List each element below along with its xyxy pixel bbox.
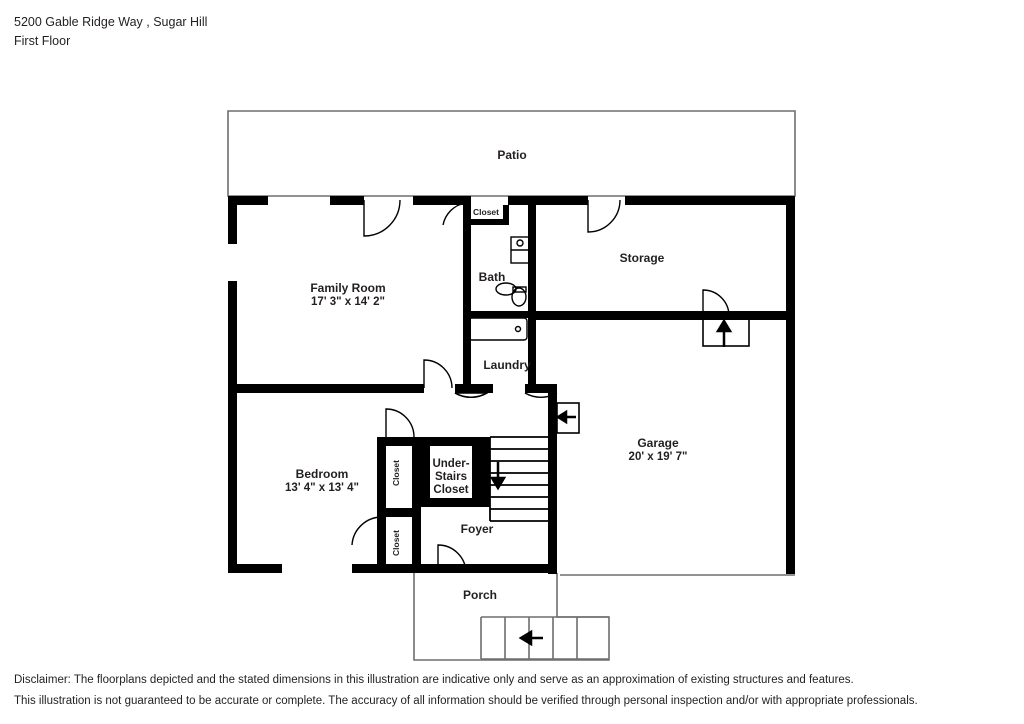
- family-room-dimensions: 17' 3" x 14' 2": [311, 296, 385, 308]
- room-label-foyer: Foyer: [460, 522, 494, 536]
- room-label-closet-lower: Closet: [391, 530, 401, 556]
- room-label-bedroom: [242, 467, 402, 495]
- room-label-laundry: Laundry: [483, 358, 531, 372]
- property-address: 5200 Gable Ridge Way , Sugar Hill: [14, 15, 208, 29]
- disclaimer-line-2: This illustration is not guaranteed to be accurate or complete. The accuracy of all information should be verified through personal inspection and/or with appropriate professionals.: [14, 695, 918, 707]
- family-room-name: Family Room: [310, 281, 386, 295]
- under-stairs-line1: Under-: [432, 458, 470, 470]
- room-label-under-stairs-closet: [411, 458, 491, 497]
- bedroom-name: Bedroom: [295, 467, 349, 481]
- disclaimer: [14, 670, 918, 712]
- floor-name: First Floor: [14, 34, 71, 48]
- room-label-porch: Porch: [462, 588, 497, 602]
- room-label-bath: Bath: [478, 270, 506, 284]
- garage-name: Garage: [637, 436, 679, 450]
- room-label-family-room: [248, 281, 448, 309]
- garage-dimensions: 20' x 19' 7": [628, 451, 688, 463]
- room-label-garage: [608, 436, 708, 464]
- thin-detail-lines: [414, 573, 795, 660]
- disclaimer-line-1: Disclaimer: The floorplans depicted and the stated dimensions in this illustration are indicative only and serve as an approximation of existing structures and features.: [14, 674, 854, 686]
- room-label-closet-upper: Closet: [391, 460, 401, 486]
- room-label-patio: Patio: [497, 148, 527, 162]
- under-stairs-line3: Closet: [433, 484, 469, 496]
- bath-fixtures: [469, 237, 529, 340]
- detail-boxes: [557, 316, 749, 433]
- room-label-closet-top: Closet: [473, 207, 499, 217]
- under-stairs-line2: Stairs: [435, 471, 467, 483]
- room-label-storage: Storage: [619, 251, 665, 265]
- bedroom-dimensions: 13' 4" x 13' 4": [285, 482, 359, 494]
